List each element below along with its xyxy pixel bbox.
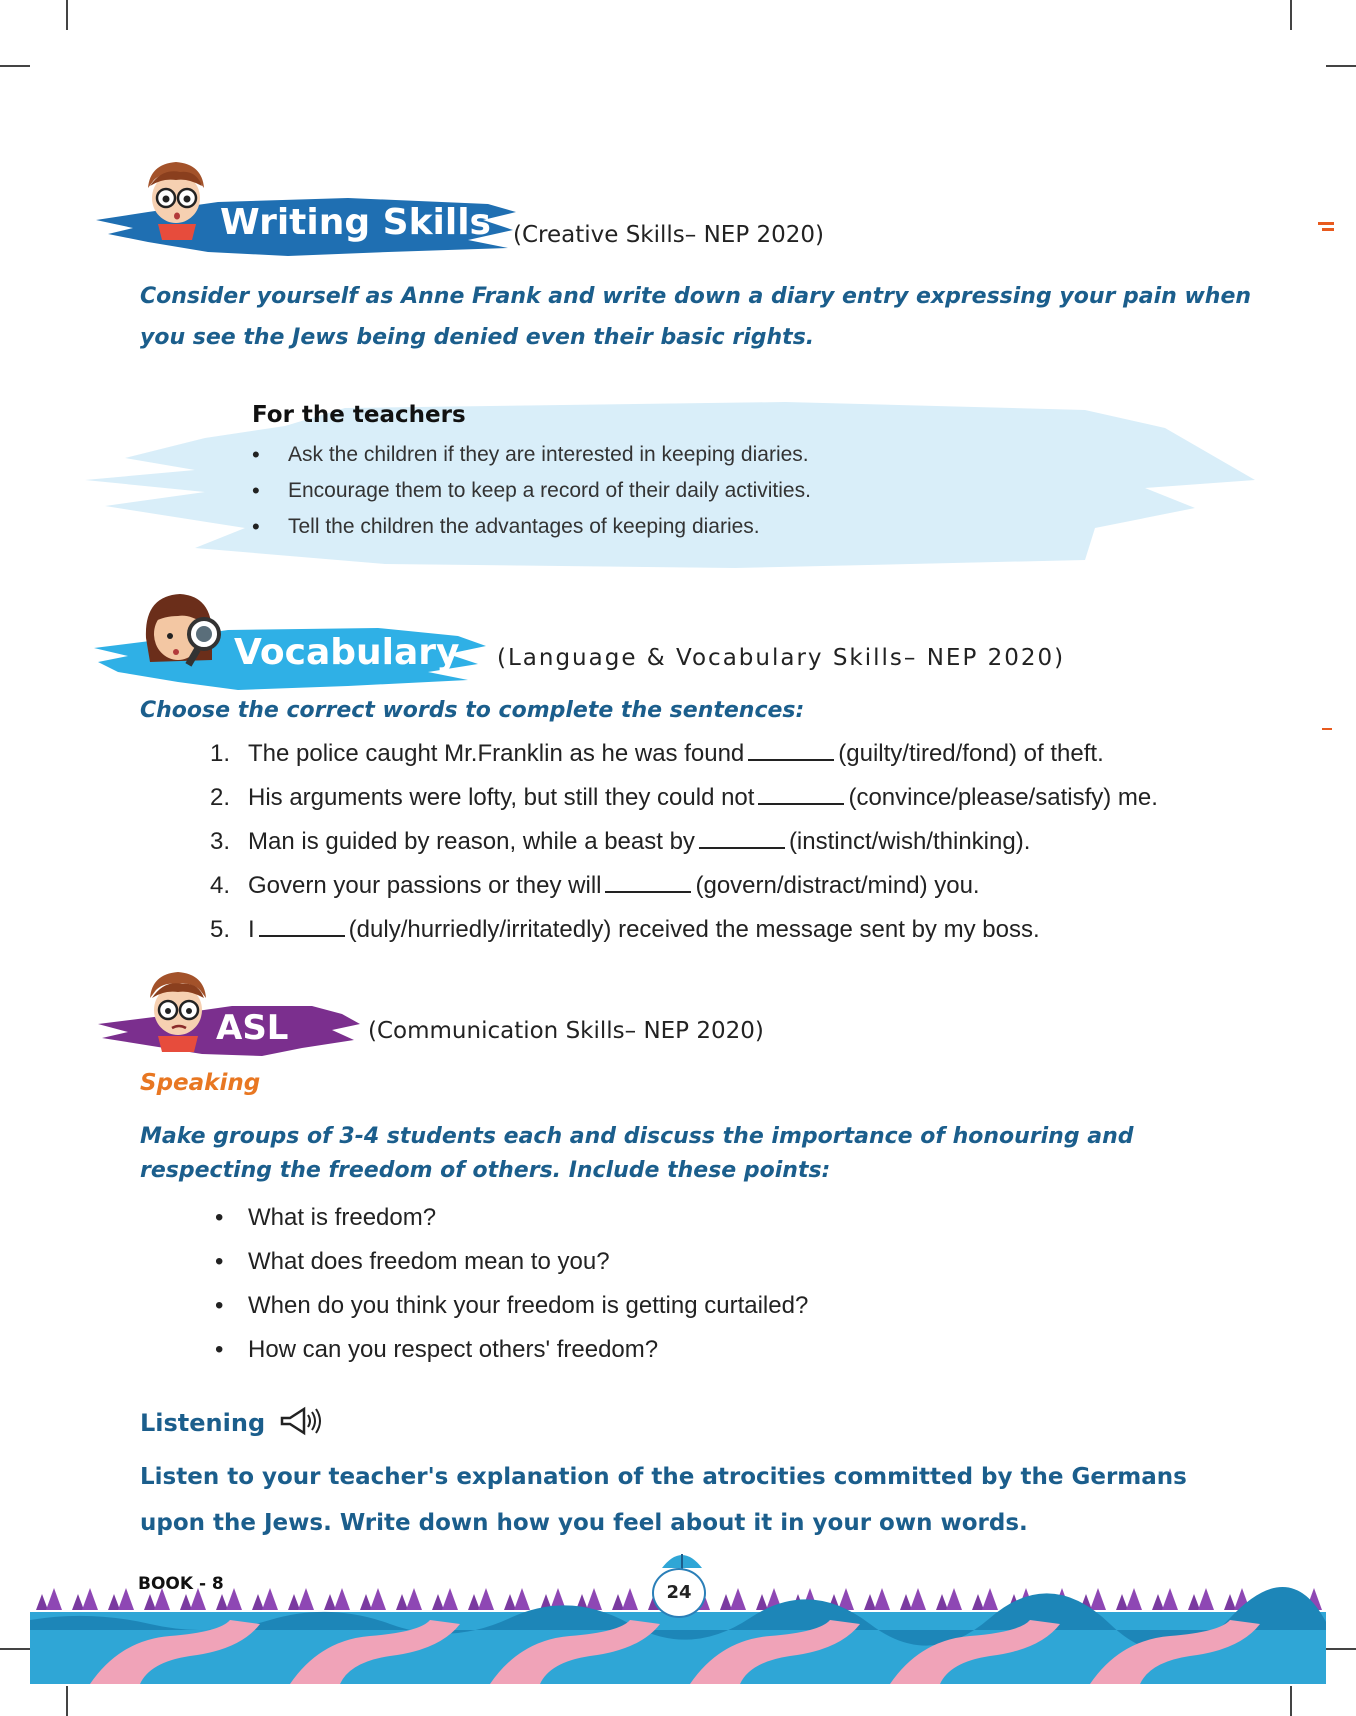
sentence-end: (govern/distract/mind) you. <box>695 872 980 899</box>
crop-mark <box>0 1648 30 1650</box>
listening-label-text: Listening <box>140 1409 266 1437</box>
answer-blank[interactable] <box>605 869 691 893</box>
list-item: • When do you think your freedom is getting curtailed? <box>210 1284 808 1328</box>
asl-title: ASL <box>216 1008 289 1048</box>
sentence-end: (guilty/tired/fond) of theft. <box>838 740 1104 767</box>
asl-tag: (Communication Skills– NEP 2020) <box>368 1018 764 1044</box>
sentence-start: His arguments were lofty, but still they could not <box>248 784 755 811</box>
speaking-instruction: Make groups of 3-4 students each and discuss the importance of honouring and respecting the freedom of others. Include these points: <box>140 1124 1134 1183</box>
sentence-start: The police caught Mr.Franklin as he was found <box>248 740 745 767</box>
boy-with-glasses-icon <box>140 158 210 245</box>
sentence-end: (convince/please/satisfy) me. <box>848 784 1158 811</box>
crop-mark <box>66 1686 68 1716</box>
list-item: • Tell the children the advantages of keeping diaries. <box>252 509 811 545</box>
teacher-note-list <box>252 437 811 545</box>
answer-blank[interactable] <box>259 913 345 937</box>
item-number: 2. <box>210 784 231 811</box>
vocabulary-tag: (Language & Vocabulary Skills– NEP 2020) <box>497 645 1066 671</box>
crop-mark <box>1290 0 1292 30</box>
list-item <box>210 776 1158 820</box>
writing-skills-title: Writing Skills <box>220 202 491 243</box>
crop-mark <box>1290 1686 1292 1716</box>
item-number: 1. <box>210 740 231 767</box>
list-item: • What is freedom? <box>210 1196 808 1240</box>
list-item <box>210 732 1158 776</box>
sentence-start: I <box>248 916 255 943</box>
item-number: 5. <box>210 916 231 943</box>
sentence-end: (instinct/wish/thinking). <box>788 828 1031 855</box>
crop-mark <box>1326 65 1356 67</box>
item-number: 4. <box>210 872 231 899</box>
boy-thinking-icon <box>142 968 214 1057</box>
teacher-note-title: For the teachers <box>252 402 466 428</box>
list-item <box>210 864 1158 908</box>
crop-mark <box>66 0 68 30</box>
listening-instruction: Listen to your teacher's explanation of the atrocities committed by the Germans upon the Jews. Write down how you feel about it in your own words. <box>140 1464 1187 1536</box>
answer-blank[interactable] <box>758 781 844 805</box>
discussion-points-list <box>210 1196 808 1372</box>
edge-mark <box>1322 728 1332 730</box>
vocabulary-exercise-list <box>210 732 1158 952</box>
item-number: 3. <box>210 828 231 855</box>
sentence-start: Govern your passions or they will <box>248 872 602 899</box>
list-item: • How can you respect others' freedom? <box>210 1328 808 1372</box>
speaking-label: Speaking <box>140 1070 261 1096</box>
crop-mark <box>1326 1648 1356 1650</box>
asl-banner <box>92 998 362 1060</box>
list-item <box>210 908 1158 952</box>
sentence-start: Man is guided by reason, while a beast by <box>248 828 695 855</box>
answer-blank[interactable] <box>748 737 834 761</box>
writing-skills-tag: (Creative Skills– NEP 2020) <box>513 222 825 248</box>
book-label: BOOK - 8 <box>138 1574 224 1594</box>
list-item: • Encourage them to keep a record of their daily activities. <box>252 473 811 509</box>
girl-with-magnifier-icon <box>140 590 230 681</box>
list-item: • What does freedom mean to you? <box>210 1240 808 1284</box>
list-item <box>210 820 1158 864</box>
list-item: • Ask the children if they are interested in keeping diaries. <box>252 437 811 473</box>
vocabulary-title: Vocabulary <box>234 632 460 673</box>
edge-mark <box>1322 228 1334 231</box>
megaphone-icon <box>280 1406 322 1442</box>
writing-instruction: Consider yourself as Anne Frank and write down a diary entry expressing your pain when you see the Jews being denied even their basic rights. <box>140 284 1252 350</box>
answer-blank[interactable] <box>699 825 785 849</box>
crop-mark <box>0 65 30 67</box>
edge-mark <box>1318 222 1334 225</box>
sentence-end: (duly/hurriedly/irritatedly) received the message sent by my boss. <box>348 916 1040 943</box>
listening-label <box>140 1406 322 1442</box>
vocabulary-instruction: Choose the correct words to complete the sentences: <box>140 698 805 723</box>
page-number: 24 <box>652 1568 706 1618</box>
